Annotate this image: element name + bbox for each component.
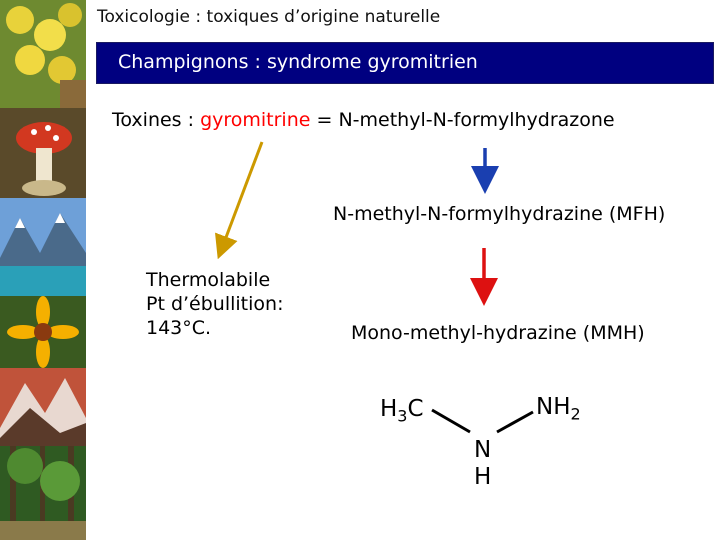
page-title: Toxicologie : toxiques d’origine naturelle (97, 7, 441, 27)
mmh-label: Mono-methyl-hydrazine (MMH) (351, 322, 645, 344)
h3c-c: C (407, 396, 424, 422)
toxin-name: gyromitrine (200, 109, 311, 131)
section-title: Champignons : syndrome gyromitrien (118, 51, 478, 73)
h3c-group (380, 396, 424, 426)
h-atom: H (474, 464, 492, 490)
toxins-prefix: Toxines : (112, 109, 201, 131)
h3c-h: H (380, 396, 398, 422)
h3c-sub: 3 (397, 406, 408, 426)
thermolabile-note: Thermolabile Pt d’ébullition: 143°C. (146, 269, 284, 339)
bond-left (432, 410, 470, 432)
bond-right (497, 412, 533, 432)
nh2-sub: 2 (570, 404, 581, 424)
mfh-label: N-methyl-N-formylhydrazine (MFH) (333, 203, 666, 225)
nh2-nh: NH (536, 394, 571, 420)
olive-arrow (222, 142, 262, 248)
nh2-group (536, 394, 581, 424)
toxins-suffix: = N-methyl-N-formylhydrazone (310, 109, 615, 131)
n-atom: N (474, 437, 492, 463)
